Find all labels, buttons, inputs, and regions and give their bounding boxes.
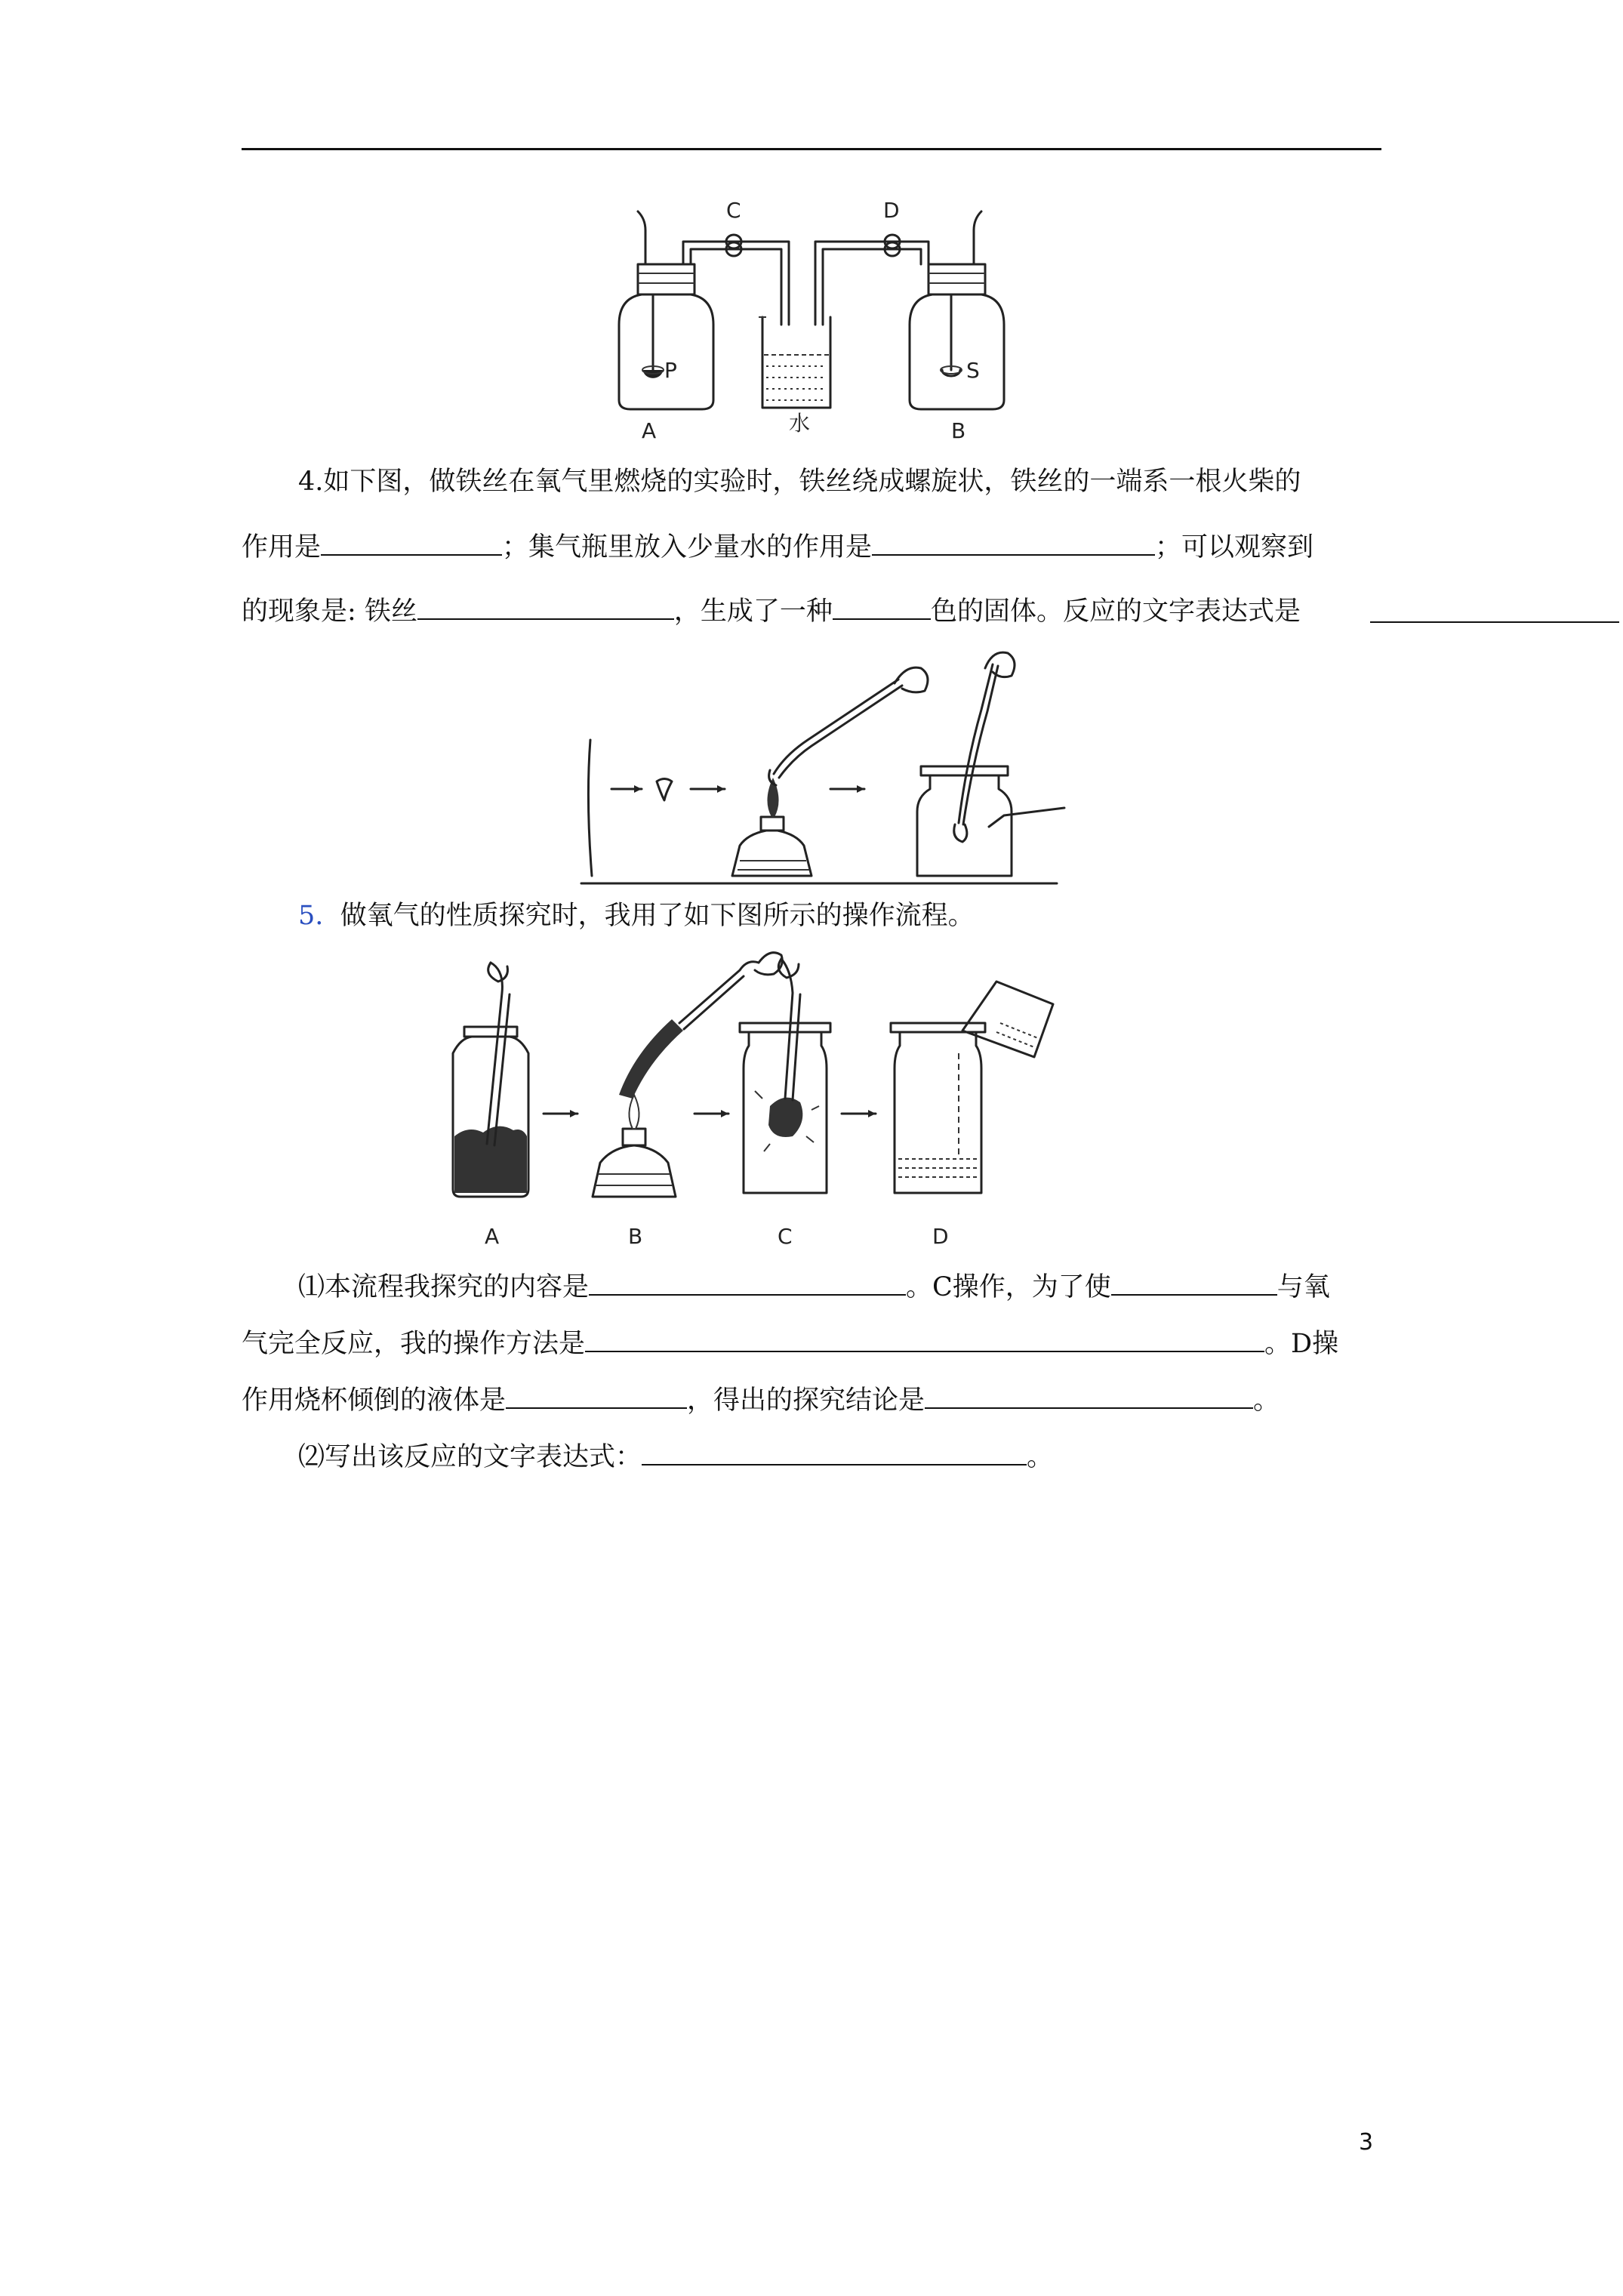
blank-equation-q4[interactable] xyxy=(1370,621,1619,623)
label-d: D xyxy=(883,198,900,223)
q4-line2: 作用是 ；集气瓶里放入少量水的作用是 ；可以观察到 xyxy=(242,529,1313,565)
blank-conclusion[interactable] xyxy=(925,1382,1253,1409)
blank-equation-q5[interactable] xyxy=(642,1438,1027,1465)
blank-method[interactable] xyxy=(585,1325,1264,1352)
label-p: P xyxy=(664,358,677,383)
label-c: C xyxy=(726,198,741,223)
blank-substance[interactable] xyxy=(1111,1268,1277,1296)
figure-operation-flow xyxy=(438,948,1193,1250)
label-water: 水 xyxy=(789,411,811,436)
blank-match-role[interactable] xyxy=(321,529,502,556)
label-step-c: C xyxy=(778,1224,793,1249)
q5-part1-line1: ⑴本流程我探究的内容是 。C操作，为了使 与氧 xyxy=(298,1268,1330,1305)
label-s: S xyxy=(966,358,980,383)
figure-gas-bottles xyxy=(596,189,1019,445)
q5-part1-line2: 气完全反应，我的操作方法是 。D操 xyxy=(242,1325,1338,1361)
label-step-b: B xyxy=(628,1224,643,1249)
q5-intro-line: 5. 做氧气的性质探究时，我用了如下图所示的操作流程。 xyxy=(298,901,975,931)
label-step-d: D xyxy=(932,1224,949,1249)
label-a: A xyxy=(642,418,657,443)
page-number: 3 xyxy=(1359,2129,1374,2156)
q4-line1: 4.如下图，做铁丝在氧气里燃烧的实验时，铁丝绕成螺旋状，铁丝的一端系一根火柴的 xyxy=(298,467,1301,497)
blank-color[interactable] xyxy=(833,593,931,620)
q4-line3: 的现象是: 铁丝 ，生成了一种 色的固体。反应的文字表达式是 xyxy=(242,593,1301,629)
figure-iron-wire xyxy=(581,649,1064,891)
label-step-a: A xyxy=(485,1224,500,1249)
header-rule xyxy=(242,148,1381,150)
q5-part2-line: ⑵写出该反应的文字表达式： 。 xyxy=(298,1438,1053,1475)
label-b: B xyxy=(951,418,966,443)
blank-explore-content[interactable] xyxy=(589,1268,906,1296)
blank-phenomenon[interactable] xyxy=(417,593,674,620)
blank-water-role[interactable] xyxy=(872,529,1155,556)
q5-part1-line3: 作用烧杯倾倒的液体是 ，得出的探究结论是 。 xyxy=(242,1382,1280,1418)
blank-liquid[interactable] xyxy=(506,1382,687,1409)
